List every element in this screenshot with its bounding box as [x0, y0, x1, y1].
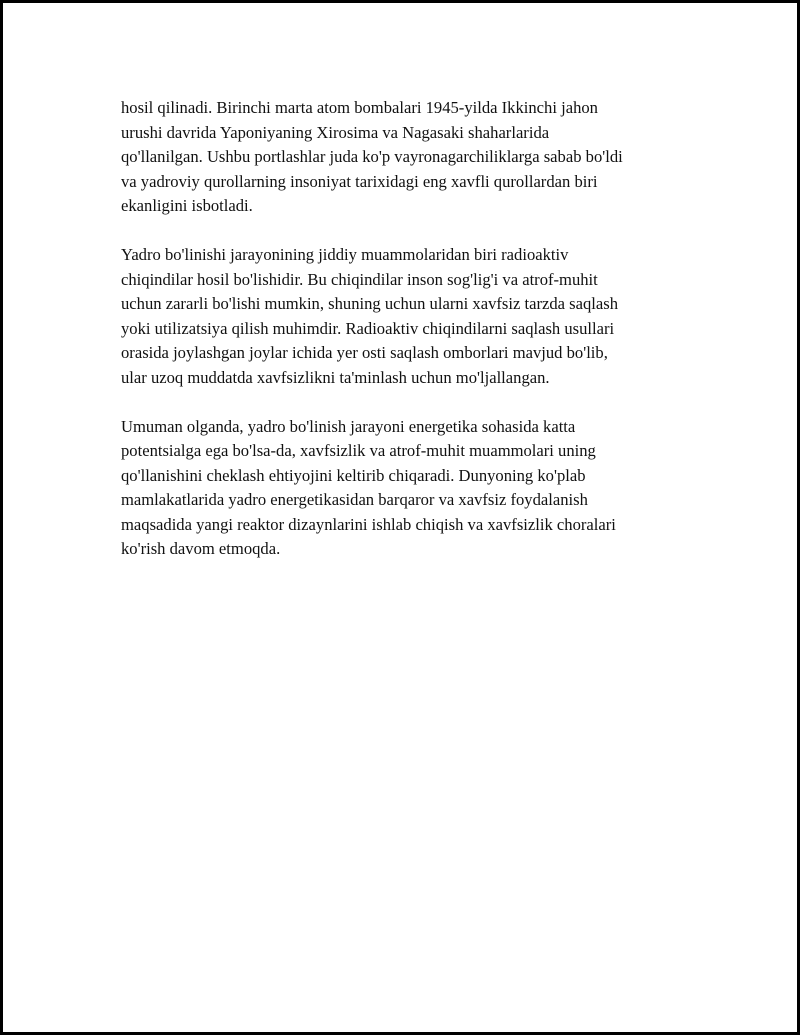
paragraph-3: Umuman olganda, yadro bo'linish jarayoni energetika sohasida katta potentsialga ega bo'lsa-da, xavfsizlik va atrof-muhit muammolari uning qo'llanishini cheklash ehtiyojini keltirib chiqaradi. Dunyoning ko'plab mamlakatlarida yadro energetikasidan barqaror va xavfsiz foydalanish maqsadida yangi reaktor dizaynlarini ishlab chiqish va xavfsizlik choralari ko'rish davom etmoqda.: [121, 416, 616, 558]
document-body: [121, 96, 691, 586]
paragraph-1: hosil qilinadi. Birinchi marta atom bombalari 1945-yilda Ikkinchi jahon urushi davrida Yaponiyaning Xirosima va Nagasaki shaharlarida qo'llanilgan. Ushbu portlashlar juda ko'p vayronagarchiliklarga sabab bo'ldi va yadroviy qurollarning insoniyat tarixidagi eng xavfli qurollardan biri ekanligini isbotladi.: [121, 98, 623, 215]
paragraph-2: Yadro bo'linishi jarayonining jiddiy muammolaridan biri radioaktiv chiqindilar hosil bo'lishidir. Bu chiqindilar inson sog'lig'i va atrof-muhit uchun zararli bo'lishi mumkin, shuning uchun ularni xavfsiz tarzda saqlash yoki utilizatsiya qilish muhimdir. Radioaktiv chiqindilarni saqlash usullari orasida joylashgan joylar ichida yer osti saqlash omborlari mavjud bo'lib, ular uzoq muddatda xavfsizlikni ta'minlash uchun mo'ljallangan.: [121, 245, 618, 387]
